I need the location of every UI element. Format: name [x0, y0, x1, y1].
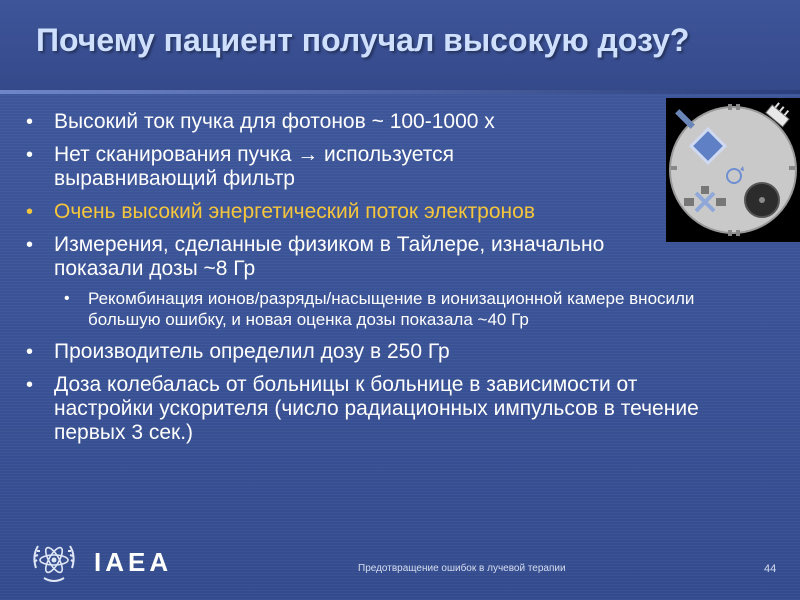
iaea-atom-logo-icon: [30, 538, 78, 586]
org-logotype: IAEA: [94, 547, 173, 577]
accelerator-turntable-diagram: [666, 98, 800, 242]
footer-caption: Предотвращение ошибок в лучевой терапии: [358, 563, 566, 574]
bullet-manufacturer-dose: • Производитель определил дозу в 250 Гр: [22, 340, 494, 364]
page-number: 44: [764, 563, 777, 575]
bullet-physicist-measurements: • Измерения, сделанные физиком в Тайлере, изначально показали дозы ~8 Гр: [22, 233, 634, 281]
accelerator-diagram-panel: [666, 98, 800, 242]
bullet-electron-flux: • Очень высокий энергетический поток электронов: [22, 200, 714, 224]
bullet-no-scanning: • Нет сканирования пучка → используется выравнивающий фильтр: [22, 143, 614, 191]
title-underline: [0, 90, 800, 94]
sub-bullet-recombination: • Рекомбинация ионов/разряды/насыщение в ионизационной камере вносили большую ошибку, и новая оценка дозы показала ~40 Гр: [22, 288, 728, 330]
bullet-beam-current: • Высокий ток пучка для фотонов ~ 100-1000 x: [22, 110, 702, 134]
slide-title: Почему пациент получал высокую дозу?: [36, 22, 690, 58]
slide-content: [22, 110, 702, 454]
bullet-dose-variation: • Доза колебалась от больницы к больнице в зависимости от настройки ускорителя (число радиационных импульсов в течение первых 3 сек.): [22, 373, 704, 445]
